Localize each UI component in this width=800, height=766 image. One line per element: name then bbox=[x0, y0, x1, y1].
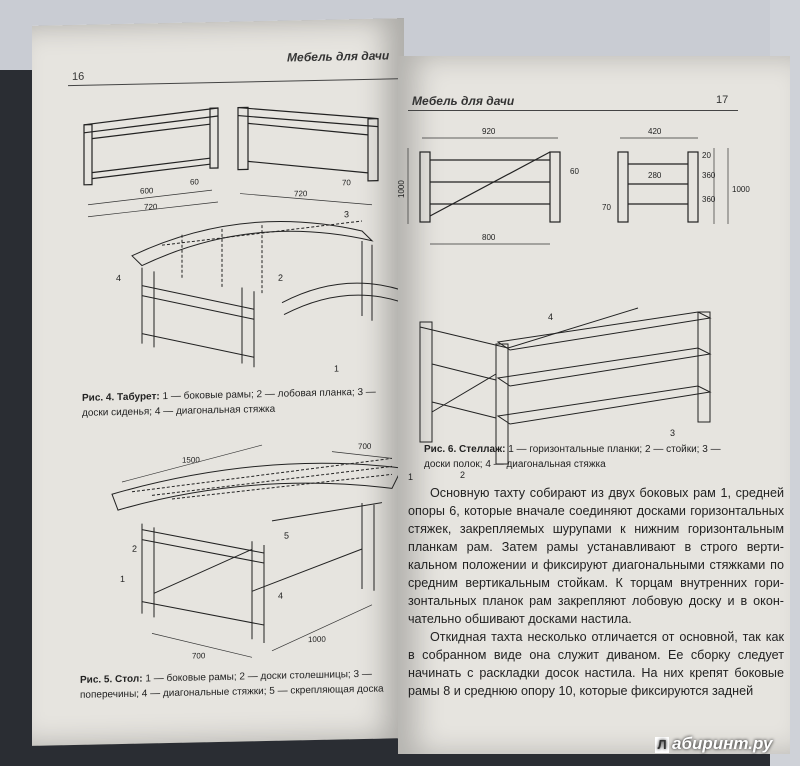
fig5-caption-text: 1 — боковые рамы; 2 — доски столешницы; 3 — bbox=[142, 668, 372, 685]
fig6-callout-2: 2 bbox=[460, 470, 466, 480]
fig6-callout-4: 4 bbox=[548, 312, 554, 322]
fig5-callout-1: 1 bbox=[120, 573, 126, 585]
fig5-dim-700a: 700 bbox=[358, 441, 372, 452]
fig4-callout-1: 1 bbox=[334, 363, 340, 374]
fig6-dim-60: 60 bbox=[570, 167, 579, 176]
fig5-dim-1000: 1000 bbox=[308, 634, 326, 645]
fig4-callout-4: 4 bbox=[116, 273, 122, 284]
fig6-dim-360a: 360 bbox=[702, 171, 716, 180]
labirint-logo-icon: Л bbox=[655, 737, 669, 753]
fig5-table-drawing bbox=[62, 428, 402, 675]
fig4-stool-drawing bbox=[62, 80, 402, 387]
body-text bbox=[408, 484, 784, 700]
fig6-dim-280: 280 bbox=[648, 171, 662, 180]
fig4-dim-60: 60 bbox=[190, 177, 199, 187]
paragraph-1: Основную тахту собирают из двух боковых рам 1, средней опоры 6, которые вначале соединяют досками горизонтальных стяжек, закрепляемых шурупами к нижним горизонтальным планкам рам. Затем рамы устанавливают в строго вертикальном положении и фиксируют диагональными стяжками по средним вертикальным стойкам. К торцам внутренних горизонтальных планок рам закрепляют лобовую доску и в окончательно обшивают досками настила. bbox=[408, 486, 784, 626]
fig4-callout-3: 3 bbox=[343, 209, 350, 220]
fig6-front-view bbox=[420, 152, 560, 222]
fig4-caption bbox=[82, 384, 412, 421]
fig5-caption-text2: поперечины; 4 — диагональные стяжки; 5 — скрепляющая доска bbox=[80, 683, 384, 701]
fig6-isometric-view bbox=[420, 308, 710, 464]
fig6-callout-1: 1 bbox=[408, 472, 414, 482]
fig6-caption-label: Рис. 6. Стеллаж: bbox=[424, 444, 506, 455]
fig6-caption bbox=[424, 442, 784, 472]
fig6-dim-1000b: 1000 bbox=[732, 185, 750, 194]
right-page bbox=[398, 56, 790, 754]
fig4-dim-720a: 720 bbox=[144, 202, 158, 212]
fig5-callout-5: 5 bbox=[284, 530, 290, 541]
fig5-dim-700b: 700 bbox=[192, 651, 206, 661]
fig6-caption-text: 1 — горизонтальные планки; 2 — стойки; 3 — bbox=[505, 444, 721, 455]
left-page-number: 16 bbox=[72, 70, 85, 84]
left-page-header: Мебель для дачи bbox=[287, 48, 390, 65]
fig6-side-view bbox=[618, 152, 698, 222]
fig6-dim-360b: 360 bbox=[702, 195, 716, 204]
fig4-dim-600: 600 bbox=[140, 186, 154, 196]
fig4-side-view bbox=[238, 105, 378, 184]
fig4-dim-720b: 720 bbox=[294, 189, 308, 199]
right-page-header: Мебель для дачи bbox=[412, 94, 515, 108]
fig4-dim-70: 70 bbox=[342, 178, 351, 188]
fig6-dim-800: 800 bbox=[482, 233, 496, 242]
fig4-caption-label: Рис. 4. Табурет: bbox=[82, 391, 160, 404]
fig4-caption-text2: доски сиденья; 4 — диагональная стяжка bbox=[82, 403, 276, 419]
fig4-front-view bbox=[84, 108, 218, 185]
fig5-caption-label: Рис. 5. Стол: bbox=[80, 673, 143, 686]
fig4-isometric-view bbox=[132, 219, 402, 370]
fig5-isometric-view bbox=[112, 458, 402, 646]
labirint-watermark bbox=[655, 734, 772, 754]
right-header-rule bbox=[408, 110, 738, 111]
watermark-text: абиринт.ру bbox=[672, 734, 773, 753]
fig5-callout-2: 2 bbox=[132, 543, 138, 554]
fig6-dim-1000a: 1000 bbox=[397, 180, 406, 198]
left-page bbox=[32, 18, 404, 746]
fig6-dim-920: 920 bbox=[482, 127, 496, 136]
fig4-callout-2: 2 bbox=[278, 272, 284, 283]
fig6-dim-70: 70 bbox=[602, 203, 611, 212]
paragraph-2: Откидная тахта несколько отличается от основной, так как в собранном виде она служит диваном. Ее сборку следует начинать с раскладки досок настила. На них крепят боковые рамы 8 и среднюю опору 10, которые фиксируются задней bbox=[408, 630, 784, 698]
fig5-caption bbox=[80, 666, 410, 703]
fig6-callout-3: 3 bbox=[670, 428, 676, 438]
fig5-dim-1500: 1500 bbox=[182, 455, 200, 465]
fig5-callout-4: 4 bbox=[278, 590, 284, 601]
fig6-dim-20: 20 bbox=[702, 151, 711, 160]
fig4-caption-text: 1 — боковые рамы; 2 — лобовая планка; 3 — bbox=[159, 386, 376, 403]
fig6-dim-420: 420 bbox=[648, 127, 662, 136]
fig6-caption-text2: доски полок; 4 — диагональная стяжка bbox=[424, 459, 606, 470]
right-page-number: 17 bbox=[716, 94, 729, 106]
